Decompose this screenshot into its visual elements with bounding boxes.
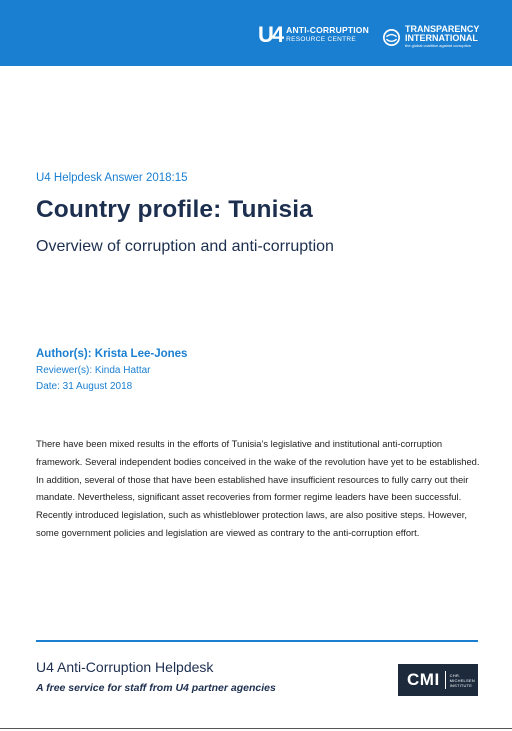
transparency-international-logo[interactable] [383, 25, 479, 49]
ti-logo-tagline: the global coalition against corruption [405, 43, 472, 48]
u4-logo-line1: ANTI-CORRUPTION [286, 25, 369, 35]
cmi-logo[interactable] [398, 664, 478, 696]
reviewer-line: Reviewer(s): Kinda Hattar [36, 365, 151, 376]
globe-icon [383, 29, 400, 46]
header-bar [0, 0, 512, 66]
u4-logo-mark: U4 [258, 22, 283, 47]
page-title: Country profile: Tunisia [36, 196, 313, 223]
helpdesk-title: U4 Anti-Corruption Helpdesk [36, 659, 214, 675]
ti-logo-line2: INTERNATIONAL [405, 33, 478, 43]
cmi-logo-line1: CHR. [449, 672, 461, 678]
u4-logo-line2: RESOURCE CENTRE [286, 36, 356, 43]
page-subtitle: Overview of corruption and anti-corruption [36, 238, 334, 255]
answer-label: U4 Helpdesk Answer 2018:15 [36, 172, 188, 184]
cmi-logo-separator [445, 671, 446, 689]
u4-logo-text [286, 26, 369, 44]
abstract-paragraph: There have been mixed results in the efforts of Tunisia’s legislative and institutional anti-corruption framework. Several independent bodies conceived in the wake of the revolution have yet to be established. In addition, several of those that have been established have insufficient resources to fully carry out their mandate. Nevertheless, significant asset recoveries from former regime leaders have been successful. Recently introduced legislation, such as whistleblower protection laws, are also positive steps. However, some government policies and legislation are viewed as contrary to the anti-corruption effort. [36, 438, 480, 538]
helpdesk-subtitle: A free service for staff from U4 partner agencies [36, 682, 276, 694]
date-line: Date: 31 August 2018 [36, 381, 133, 392]
cmi-logo-text [450, 673, 475, 688]
cmi-logo-line2: MICHELSEN [449, 677, 475, 683]
ti-logo-line1: TRANSPARENCY [405, 24, 480, 34]
footer-divider [36, 640, 478, 642]
u4-logo[interactable] [258, 22, 369, 47]
author-line: Author(s): Krista Lee-Jones [36, 348, 188, 360]
cmi-logo-line3: INSTITUTE [449, 682, 473, 688]
ti-logo-text [405, 25, 479, 49]
page-bottom-rule [0, 728, 512, 729]
cmi-logo-mark: CMI [407, 670, 440, 689]
